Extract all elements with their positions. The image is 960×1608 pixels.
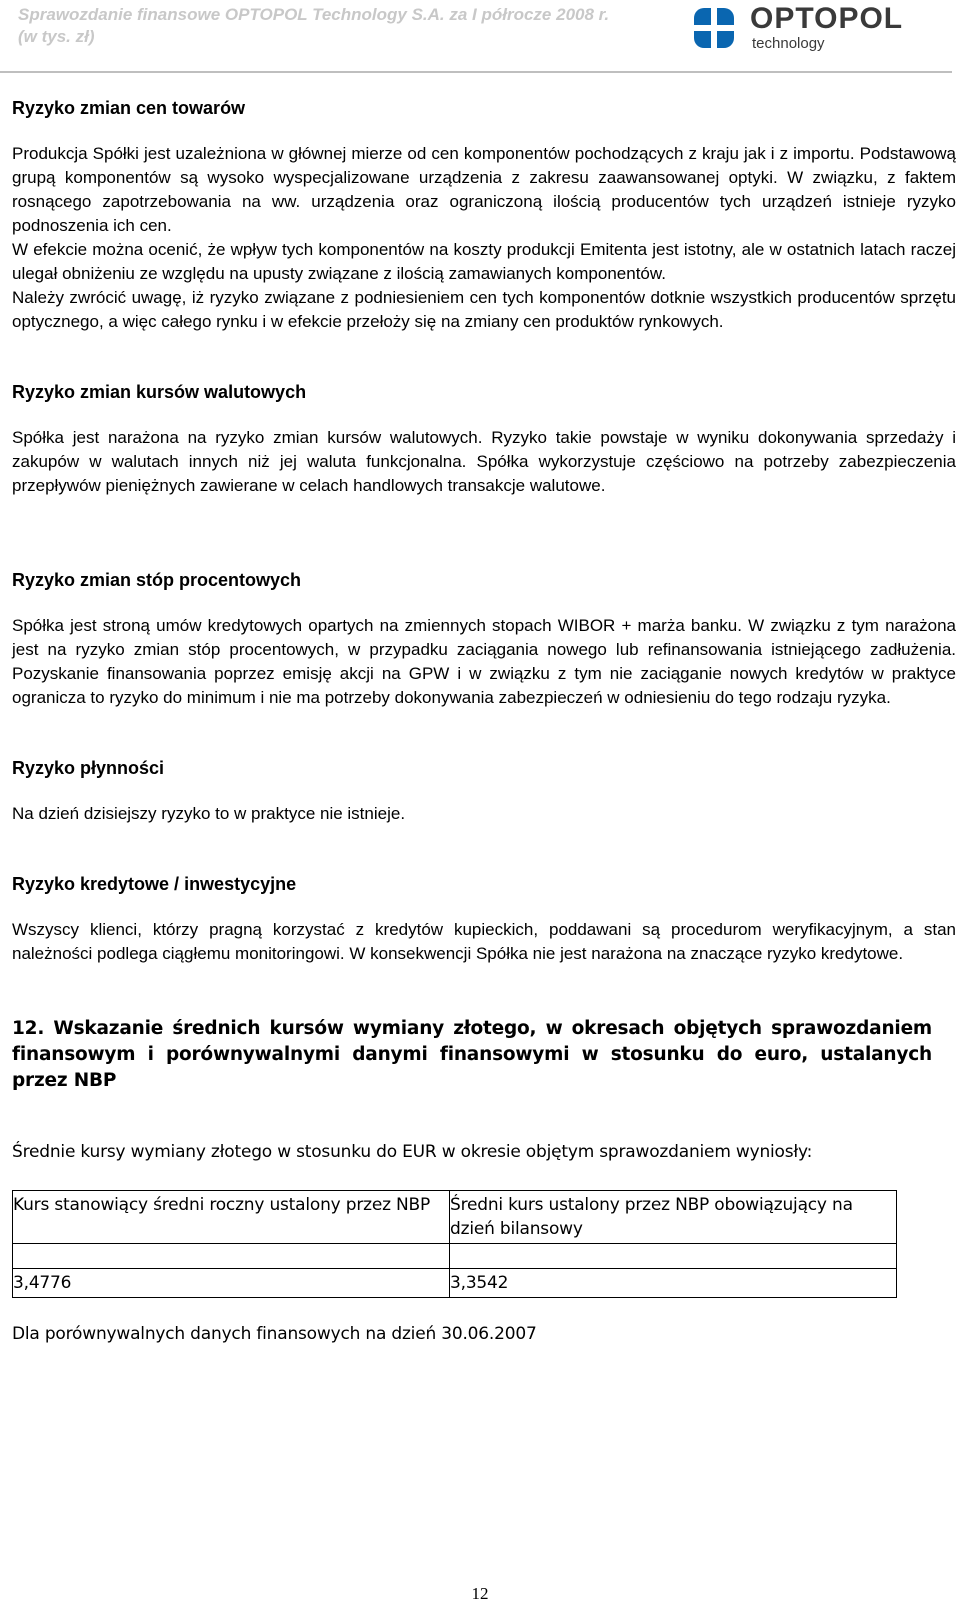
heading-liquidity-risk: Ryzyko płynności (12, 758, 165, 778)
logo-mark-icon (690, 4, 738, 52)
table-row (13, 1191, 897, 1244)
optopol-logo (690, 2, 920, 56)
logo-text-main: OPTOPOL (750, 2, 904, 35)
header-divider (0, 71, 952, 73)
table-empty-cell (450, 1244, 897, 1269)
paragraph-price-risk-2: W efekcie można ocenić, że wpływ tych komponentów na koszty produkcji Emitenta jest istotny, ale w ostatnich latach raczej ulegał obniżeniu ze względu na upusty związane z ilością zamawianych komponentów. (12, 240, 956, 283)
paragraph-price-risk-1: Produkcja Spółki jest uzależniona w głównej mierze od cen komponentów pochodzących z kraju jak i z importu. Podstawową grupą komponentów są wysoko wyspecjalizowane urządzenia z zakresu zaawansowanej optyki. W związku, z faktem rosnącego zapotrzebowania na ww. urządzenia oraz ograniczoną ilością producentów tych urządzeń istnieje ryzyko podnoszenia ich cen. (12, 144, 956, 235)
page-number: 12 (471, 1584, 489, 1603)
page-header (0, 0, 960, 76)
header-title (18, 4, 658, 48)
header-title-line1: Sprawozdanie finansowe OPTOPOL Technology S.A. za I półrocze 2008 r. (18, 5, 610, 24)
table-header-cell-annual: Kurs stanowiący średni roczny ustalony przez NBP (13, 1191, 450, 1244)
exchange-rate-table (12, 1190, 897, 1298)
paragraph-price-risk-3: Należy zwrócić uwagę, iż ryzyko związane z podniesieniem cen tych komponentów dotknie wszystkich producentów sprzętu optycznego, a więc całego rynku i w efekcie przełoży się na zmiany cen produktów rynkowych. (12, 288, 956, 331)
heading-section-12: 12. Wskazanie średnich kursów wymiany złotego, w okresach objętych sprawozdaniem finansowym i porównywalnymi danymi finansowymi w stosunku do euro, ustalanych przez NBP (12, 1018, 932, 1091)
paragraph-comparative-note: Dla porównywalnych danych finansowych na dzień 30.06.2007 (12, 1324, 537, 1344)
paragraph-liquidity-risk: Na dzień dzisiejszy ryzyko to w praktyce nie istnieje. (12, 804, 406, 823)
table-empty-cell (13, 1244, 450, 1269)
heading-currency-risk: Ryzyko zmian kursów walutowych (12, 382, 307, 402)
paragraph-currency-risk: Spółka jest narażona na ryzyko zmian kursów walutowych. Ryzyko takie powstaje w wyniku dokonywania sprzedaży i zakupów w walutach innych niż jej waluta funkcjonalna. Spółka wykorzystuje częściowo na potrzeby zabezpieczenia przepływów pieniężnych zawierane w celach handlowych transakcje walutowe. (12, 428, 956, 495)
paragraph-interest-risk: Spółka jest stroną umów kredytowych opartych na zmiennych stopach WIBOR + marża banku. W związku z tym narażona jest na ryzyko zmian stóp procentowych, w przypadku zaciągania nowego lub refinansowania istniejącego zadłużenia. Pozyskanie finansowania poprzez emisję akcji na GPW i w związku z tym nie zaciąganie nowych kredytów w praktyce ogranicza to ryzyko do minimum i nie ma potrzeby dokonywania zabezpieczeń w odniesieniu do tego rodzaju ryzyka. (12, 616, 956, 707)
heading-interest-risk: Ryzyko zmian stóp procentowych (12, 570, 302, 590)
paragraph-rates-lead: Średnie kursy wymiany złotego w stosunku do EUR w okresie objętym sprawozdaniem wyniosły: (12, 1142, 813, 1162)
heading-credit-risk: Ryzyko kredytowe / inwestycyjne (12, 874, 297, 894)
header-title-line2: (w tys. zł) (18, 27, 95, 46)
heading-price-risk: Ryzyko zmian cen towarów (12, 98, 246, 118)
table-row (13, 1244, 897, 1269)
table-header-cell-balance: Średni kurs ustalony przez NBP obowiązujący na dzień bilansowy (450, 1191, 897, 1244)
paragraph-credit-risk: Wszyscy klienci, którzy pragną korzystać z kredytów kupieckich, poddawani są procedurom weryfikacyjnym, a stan należności podlega ciągłemu monitoringowi. W konsekwencji Spółka nie jest narażona na znaczące ryzyko kredytowe. (12, 920, 956, 963)
table-value-balance: 3,3542 (450, 1269, 897, 1298)
logo-text-sub: technology (752, 35, 825, 52)
table-row (13, 1269, 897, 1298)
page-content (12, 96, 956, 1346)
table-value-annual: 3,4776 (13, 1269, 450, 1298)
